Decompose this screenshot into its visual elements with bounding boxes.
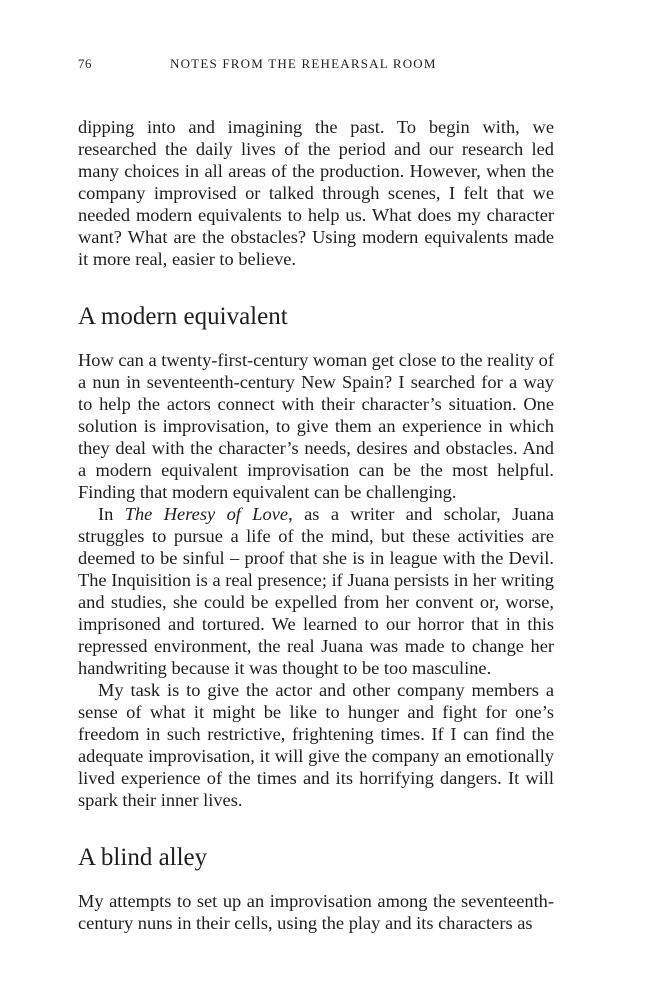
modern-paragraph-2-lead: In [98,504,125,524]
running-head [78,56,554,78]
running-title: NOTES FROM THE REHEARSAL ROOM [170,56,437,71]
blind-alley-paragraph-1: My attempts to set up an improvisation among the seventeenth-century nuns in their cells, using the play and its characters as [78,891,554,933]
section-heading-modern-equivalent: A modern equivalent [78,303,288,330]
book-page [78,56,554,934]
intro-paragraph: dipping into and imagining the past. To begin with, we researched the daily lives of the period and our research led many choices in all areas of the production. However, when the company improvised or talked through scenes, I felt that we needed modern equivalents to help us. What does my character want? What are the obstacles? Using modern equivalents made it more real, easier to believe. [78,117,554,269]
modern-paragraph-3: My task is to give the actor and other company members a sense of what it might be like to hunger and fight for one’s freedom in such restrictive, frightening times. If I can find the adequate improvisation, it will give the company an emotionally lived experience of the times and its horrifying dangers. It will spark their inner lives. [78,680,554,810]
modern-paragraph-2 [78,503,554,679]
section-heading-blind-alley: A blind alley [78,844,208,871]
body-text [78,116,554,934]
modern-paragraph-2-rest: , as a writer and scholar, Juana struggles to pursue a life of the mind, but these activities are deemed to be sinful – proof that she is in league with the Devil. The Inquisition is a real presence; if Juana persists in her writing and studies, she could be expelled from her convent or, worse, imprisoned and tortured. We learned to our horror that in this repressed environment, the real Juana was made to change her handwriting because it was thought to be too masculine. [78,504,554,678]
play-title: The Heresy of Love [124,504,289,524]
page-number: 76 [78,56,92,71]
modern-paragraph-1: How can a twenty-first-century woman get close to the reality of a nun in seventeenth-century New Spain? I searched for a way to help the actors connect with their character’s situation. One solution is improvisation, to give them an experience in which they deal with the character’s needs, desires and obstacles. And a modern equivalent improvisation can be the most helpful. Finding that modern equivalent can be challenging. [78,350,554,502]
